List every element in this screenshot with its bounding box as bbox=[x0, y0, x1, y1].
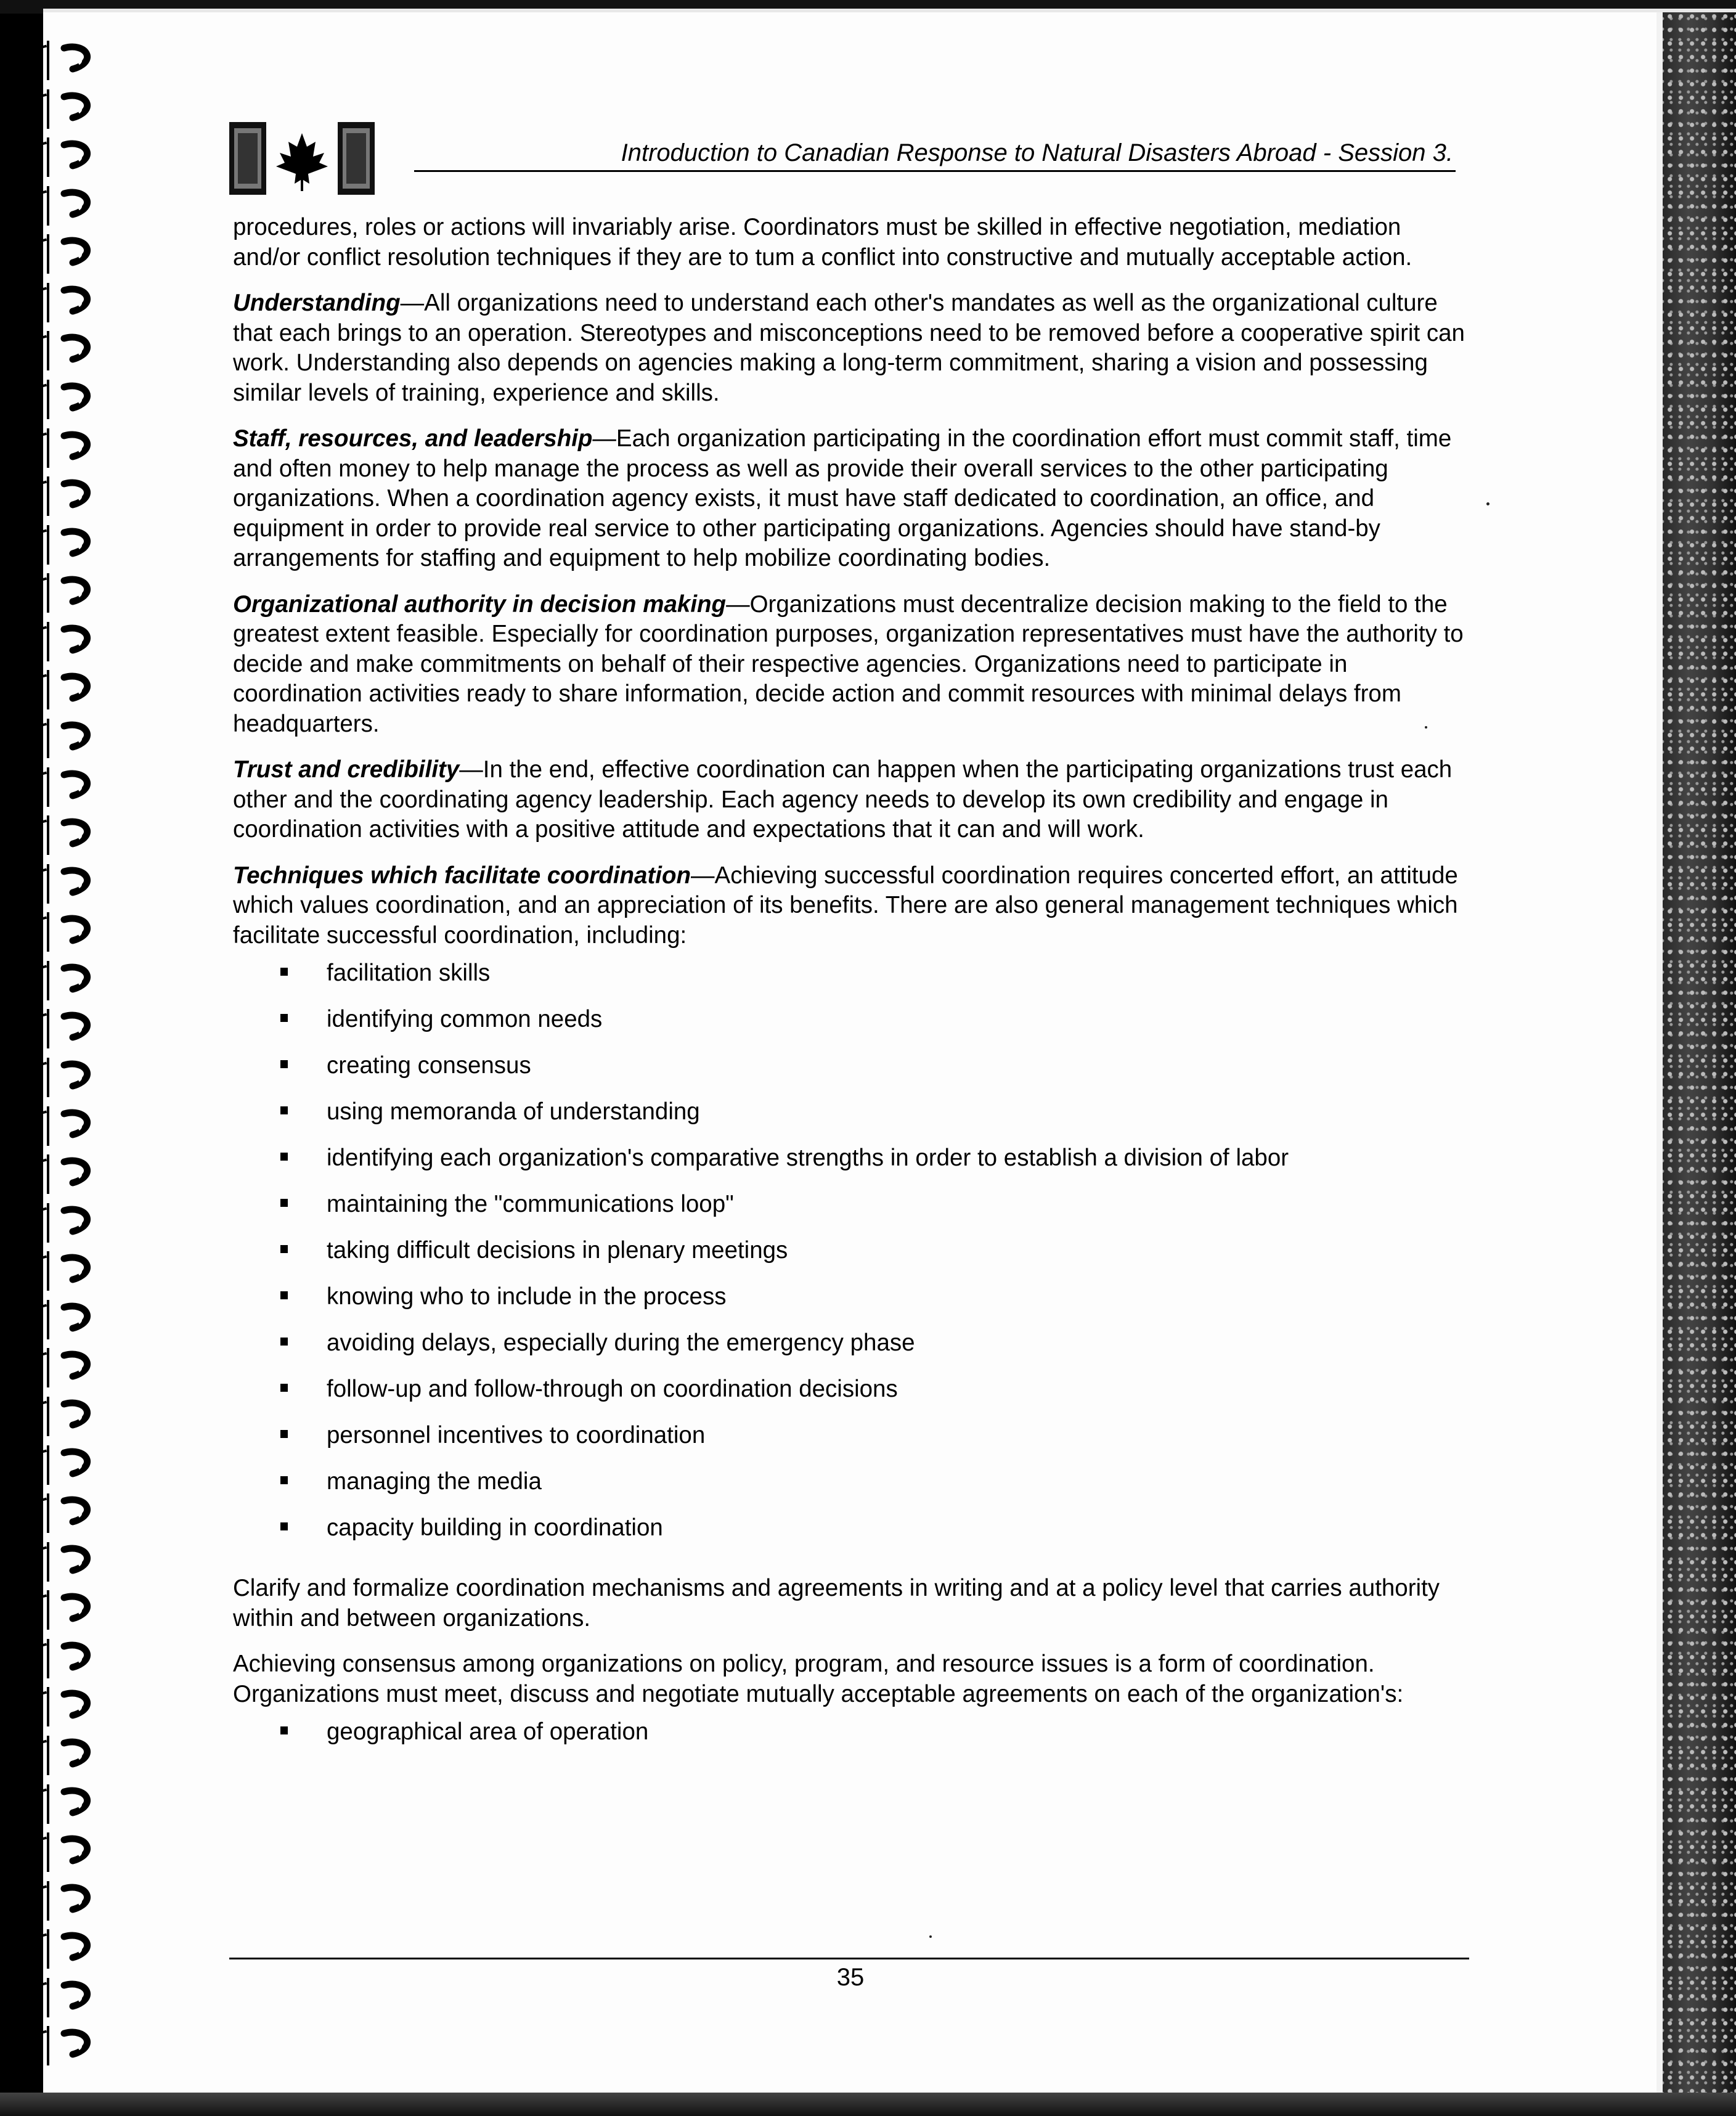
binding-ring bbox=[0, 1829, 99, 1876]
binding-ring bbox=[0, 425, 99, 472]
bullet-icon bbox=[280, 1291, 288, 1299]
binding-ring bbox=[0, 1199, 99, 1246]
spiral-binding-icon bbox=[0, 37, 99, 2083]
techniques-list bbox=[233, 958, 1472, 1559]
binding-ring bbox=[0, 1103, 99, 1150]
list-item: geographical area of operation bbox=[233, 1717, 1472, 1763]
bullet-icon bbox=[280, 1060, 288, 1068]
section-organizational-authority bbox=[233, 590, 1472, 740]
binding-ring bbox=[0, 376, 99, 423]
binding-ring bbox=[0, 2022, 99, 2069]
bullet-icon bbox=[280, 1338, 288, 1346]
footer-rule bbox=[229, 1958, 1469, 1959]
binding-ring bbox=[0, 231, 99, 277]
binding-ring bbox=[0, 764, 99, 811]
binding-ring bbox=[0, 957, 99, 1004]
list-item: identifying common needs bbox=[233, 1004, 1472, 1050]
binding-ring bbox=[0, 134, 99, 181]
binding-ring bbox=[0, 86, 99, 133]
bullet-icon bbox=[280, 1245, 288, 1253]
section-term: Techniques which facilitate coordination bbox=[233, 862, 691, 889]
section-text: —Each organization participating in the coordination effort must commit staff, time and often money to help manage the process as well as provide their overall services to the other participating organizations. When a coordination agency exists, it must have staff dedicated to coordination, an office, and equipment in order to provide real service to other participating organizations. Agencies should have stand-by arrangements for staffing and equipment to help mobilize coordinating bodies. bbox=[233, 425, 1452, 571]
list-item: managing the media bbox=[233, 1466, 1472, 1513]
binding-ring bbox=[0, 182, 99, 229]
binding-ring bbox=[0, 1151, 99, 1198]
intro-paragraph: procedures, roles or actions will invariably arise. Coordinators must be skilled in effective negotiation, mediation and/or conflict resolution techniques if they are to tum a conflict into constructive and mutually acceptable action. bbox=[233, 214, 1412, 271]
header-rule bbox=[414, 170, 1456, 172]
binding-ring bbox=[0, 473, 99, 520]
binding-ring bbox=[0, 1442, 99, 1489]
section-term: Staff, resources, and leadership bbox=[233, 425, 593, 452]
bullet-icon bbox=[280, 1476, 288, 1484]
binding-ring bbox=[0, 1344, 99, 1391]
bullet-icon bbox=[280, 1153, 288, 1161]
section-text: —All organizations need to understand each other's mandates as well as the organizational culture that each brings to an operation. Stereotypes and misconceptions need to be removed before a cooperative spirit can work. Understanding also depends on agencies making a long-term commitment, sharing a vision and possessing similar levels of training, experience and skills. bbox=[233, 290, 1465, 406]
bullet-icon bbox=[280, 1430, 288, 1438]
section-understanding bbox=[233, 288, 1472, 408]
bullet-icon bbox=[280, 1726, 288, 1734]
binding-ring bbox=[0, 715, 99, 762]
list-item: capacity building in coordination bbox=[233, 1513, 1472, 1559]
scan-top-edge bbox=[0, 0, 1736, 14]
canadian-flag-icon bbox=[229, 122, 375, 195]
binding-ring bbox=[0, 1683, 99, 1730]
section-text: —Achieving successful coordination requires concerted effort, an attitude which values coordination, and an appreciation of its benefits. There are also general management techniques which facilitate successful coordination, including: bbox=[233, 862, 1458, 949]
bullet-icon bbox=[280, 968, 288, 976]
binding-ring bbox=[0, 1926, 99, 1972]
section-trust-credibility bbox=[233, 755, 1472, 845]
bullet-icon bbox=[280, 1014, 288, 1022]
list-item: follow-up and follow-through on coordination decisions bbox=[233, 1374, 1472, 1420]
section-term: Understanding bbox=[233, 290, 401, 316]
binding-ring bbox=[0, 1781, 99, 1828]
binding-ring bbox=[0, 1296, 99, 1343]
section-term: Trust and credibility bbox=[233, 756, 460, 783]
binding-ring bbox=[0, 909, 99, 955]
binding-ring bbox=[0, 521, 99, 568]
binding-ring bbox=[0, 1635, 99, 1682]
page-number: 35 bbox=[836, 1964, 865, 1991]
scan-bottom-edge bbox=[0, 2093, 1736, 2116]
consensus-paragraph: Achieving consensus among organizations on policy, program, and resource issues is a form of coordination. Organizations must meet, discuss and negotiate mutually acceptable agreements on each of the organization's: bbox=[233, 1651, 1404, 1707]
section-text: —Organizations must decentralize decision making to the field to the greatest extent feasible. Especially for coordination purposes, organization representatives must have the authority to decide and make commitments on behalf of their respective agencies. Organizations need to participate in coordination activities ready to share information, decide action and commit resources with minimal delays from headquarters. bbox=[233, 590, 1464, 737]
list-item: facilitation skills bbox=[233, 958, 1472, 1004]
clarify-paragraph: Clarify and formalize coordination mechanisms and agreements in writing and at a policy level that carries authority within and between organizations. bbox=[233, 1575, 1440, 1632]
binding-ring bbox=[0, 860, 99, 907]
binding-ring bbox=[0, 1587, 99, 1633]
binding-ring bbox=[0, 327, 99, 374]
running-head: Introduction to Canadian Response to Natural Disasters Abroad - Session 3. bbox=[621, 139, 1453, 166]
list-item: avoiding delays, especially during the emergency phase bbox=[233, 1328, 1472, 1374]
binding-ring bbox=[0, 1054, 99, 1101]
list-item: personnel incentives to coordination bbox=[233, 1420, 1472, 1466]
binding-ring bbox=[0, 1393, 99, 1440]
section-term: Organizational authority in decision making bbox=[233, 590, 727, 618]
binding-ring bbox=[0, 1732, 99, 1779]
binding-ring bbox=[0, 618, 99, 665]
binding-ring bbox=[0, 570, 99, 616]
scan-right-edge bbox=[1657, 12, 1736, 2116]
list-item: using memoranda of understanding bbox=[233, 1097, 1472, 1143]
page-body bbox=[233, 213, 1472, 1778]
binding-ring bbox=[0, 1005, 99, 1052]
binding-ring bbox=[0, 1877, 99, 1924]
binding-ring bbox=[0, 1538, 99, 1585]
section-text: —In the end, effective coordination can happen when the participating organizations trust each other and the coordinating agency leadership. Each agency needs to develop its own credibility and engage in coordination activities with a positive attitude and expectations that it can and will work. bbox=[233, 756, 1453, 843]
binding-ring bbox=[0, 812, 99, 859]
list-item: creating consensus bbox=[233, 1050, 1472, 1097]
bullet-icon bbox=[280, 1384, 288, 1392]
section-techniques bbox=[233, 861, 1472, 951]
bullet-icon bbox=[280, 1522, 288, 1530]
binding-ring bbox=[0, 1974, 99, 2021]
binding-ring bbox=[0, 37, 99, 84]
list-item: taking difficult decisions in plenary meetings bbox=[233, 1235, 1472, 1281]
binding-ring bbox=[0, 279, 99, 326]
bullet-icon bbox=[280, 1199, 288, 1207]
binding-ring bbox=[0, 666, 99, 713]
agreements-list bbox=[233, 1717, 1472, 1763]
binding-ring bbox=[0, 1248, 99, 1294]
bullet-icon bbox=[280, 1106, 288, 1114]
section-staff-resources bbox=[233, 424, 1472, 574]
list-item: identifying each organization's comparative strengths in order to establish a division of labor bbox=[233, 1143, 1472, 1189]
list-item: maintaining the "communications loop" bbox=[233, 1189, 1472, 1235]
binding-ring bbox=[0, 1490, 99, 1537]
list-item: knowing who to include in the process bbox=[233, 1281, 1472, 1328]
